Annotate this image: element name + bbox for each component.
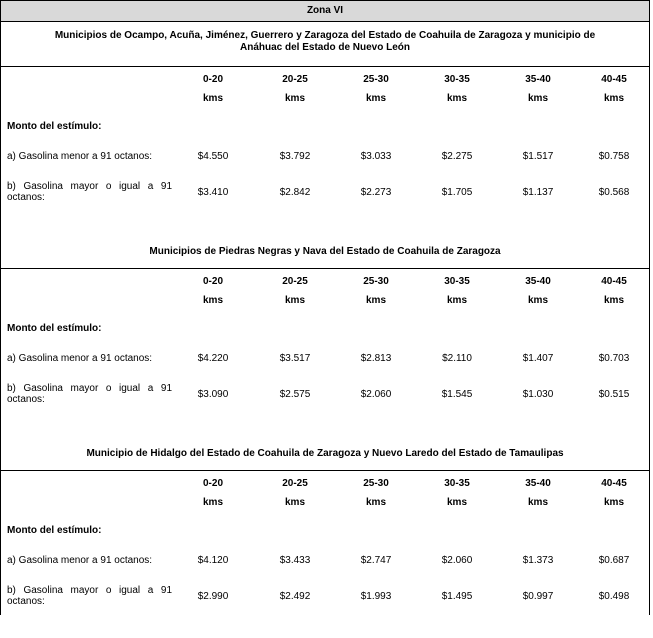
column-unit-header: kms (365, 295, 386, 306)
stimulus-amount-label: Monto del estímulo: (7, 121, 102, 132)
regular-gasoline-value: $4.550 (197, 151, 229, 162)
column-range-header: 25-30 (363, 276, 389, 287)
premium-gasoline-value: $1.545 (441, 389, 473, 400)
column-unit-header: kms (527, 497, 548, 508)
section-divider (1, 470, 649, 471)
section-title: Municipios de Piedras Negras y Nava del Estado de Coahuila de Zaragoza (149, 246, 501, 257)
column-range-header: 0-20 (202, 276, 223, 287)
premium-gasoline-value: $1.030 (522, 389, 554, 400)
premium-gasoline-value: $1.993 (360, 591, 392, 602)
regular-gasoline-value: $3.033 (360, 151, 392, 162)
regular-gasoline-value: $3.517 (279, 353, 311, 364)
column-unit-header: kms (446, 295, 467, 306)
column-unit-header: kms (284, 295, 305, 306)
regular-gasoline-value: $1.373 (522, 555, 554, 566)
column-unit-header: kms (603, 497, 624, 508)
regular-gasoline-value: $3.792 (279, 151, 311, 162)
column-range-header: 20-25 (282, 74, 308, 85)
premium-gasoline-value: $1.495 (441, 591, 473, 602)
section-divider (1, 268, 649, 269)
zone-section (1, 246, 649, 436)
column-unit-header: kms (284, 93, 305, 104)
regular-gasoline-value: $3.433 (279, 555, 311, 566)
column-unit-header: kms (284, 497, 305, 508)
column-unit-header: kms (202, 497, 223, 508)
section-title: Municipios de Ocampo, Acuña, Jiménez, Guerrero y Zaragoza del Estado de Coahuila de Zaragoza y municipio de Anáhuac del Estado de Nuevo León (54, 30, 596, 53)
column-unit-header: kms (365, 93, 386, 104)
column-unit-header: kms (202, 295, 223, 306)
regular-gasoline-value: $4.120 (197, 555, 229, 566)
section-divider (1, 66, 649, 67)
column-range-header: 25-30 (363, 74, 389, 85)
premium-gasoline-value: $2.990 (197, 591, 229, 602)
premium-gasoline-value: $1.137 (522, 187, 554, 198)
column-unit-header: kms (527, 93, 548, 104)
section-title: Municipio de Hidalgo del Estado de Coahuila de Zaragoza y Nuevo Laredo del Estado de Tamaulipas (86, 448, 564, 459)
premium-gasoline-value: $3.410 (197, 187, 229, 198)
column-unit-header: kms (365, 497, 386, 508)
premium-gasoline-value: $2.060 (360, 389, 392, 400)
premium-gasoline-value: $2.842 (279, 187, 311, 198)
column-range-header: 0-20 (202, 478, 223, 489)
column-unit-header: kms (446, 497, 467, 508)
column-unit-header: kms (603, 93, 624, 104)
regular-gasoline-value: $0.758 (598, 151, 630, 162)
zone-section (1, 448, 649, 638)
premium-gasoline-value: $0.568 (598, 187, 630, 198)
regular-gasoline-label: a) Gasolina menor a 91 octanos: (7, 151, 153, 162)
regular-gasoline-value: $2.060 (441, 555, 473, 566)
column-unit-header: kms (603, 295, 624, 306)
stimulus-amount-label: Monto del estímulo: (7, 525, 102, 536)
column-range-header: 40-45 (601, 478, 627, 489)
premium-gasoline-value: $0.498 (598, 591, 630, 602)
premium-gasoline-label: b) Gasolina mayor o igual a 91 octanos: (7, 383, 172, 405)
stimulus-amount-label: Monto del estímulo: (7, 323, 102, 334)
column-range-header: 30-35 (444, 74, 470, 85)
regular-gasoline-value: $2.275 (441, 151, 473, 162)
regular-gasoline-value: $0.703 (598, 353, 630, 364)
premium-gasoline-label: b) Gasolina mayor o igual a 91 octanos: (7, 585, 172, 607)
column-range-header: 30-35 (444, 276, 470, 287)
column-range-header: 20-25 (282, 478, 308, 489)
premium-gasoline-value: $2.575 (279, 389, 311, 400)
column-range-header: 35-40 (525, 276, 551, 287)
regular-gasoline-value: $1.517 (522, 151, 554, 162)
column-range-header: 25-30 (363, 478, 389, 489)
column-range-header: 35-40 (525, 478, 551, 489)
premium-gasoline-value: $2.492 (279, 591, 311, 602)
premium-gasoline-value: $2.273 (360, 187, 392, 198)
column-range-header: 40-45 (601, 276, 627, 287)
zone-section (1, 30, 649, 220)
column-unit-header: kms (527, 295, 548, 306)
regular-gasoline-value: $2.110 (442, 353, 472, 364)
regular-gasoline-value: $2.813 (360, 353, 392, 364)
column-range-header: 20-25 (282, 276, 308, 287)
premium-gasoline-value: $3.090 (197, 389, 229, 400)
column-range-header: 40-45 (601, 74, 627, 85)
regular-gasoline-label: a) Gasolina menor a 91 octanos: (7, 555, 153, 566)
premium-gasoline-value: $0.997 (522, 591, 554, 602)
column-range-header: 30-35 (444, 478, 470, 489)
premium-gasoline-value: $1.705 (441, 187, 473, 198)
column-unit-header: kms (202, 93, 223, 104)
column-range-header: 0-20 (202, 74, 223, 85)
regular-gasoline-value: $1.407 (522, 353, 554, 364)
zone-title: Zona VI (1, 0, 649, 22)
regular-gasoline-label: a) Gasolina menor a 91 octanos: (7, 353, 153, 364)
column-unit-header: kms (446, 93, 467, 104)
premium-gasoline-label: b) Gasolina mayor o igual a 91 octanos: (7, 181, 172, 203)
column-range-header: 35-40 (525, 74, 551, 85)
regular-gasoline-value: $0.687 (598, 555, 630, 566)
regular-gasoline-value: $4.220 (197, 353, 229, 364)
regular-gasoline-value: $2.747 (360, 555, 392, 566)
premium-gasoline-value: $0.515 (598, 389, 630, 400)
